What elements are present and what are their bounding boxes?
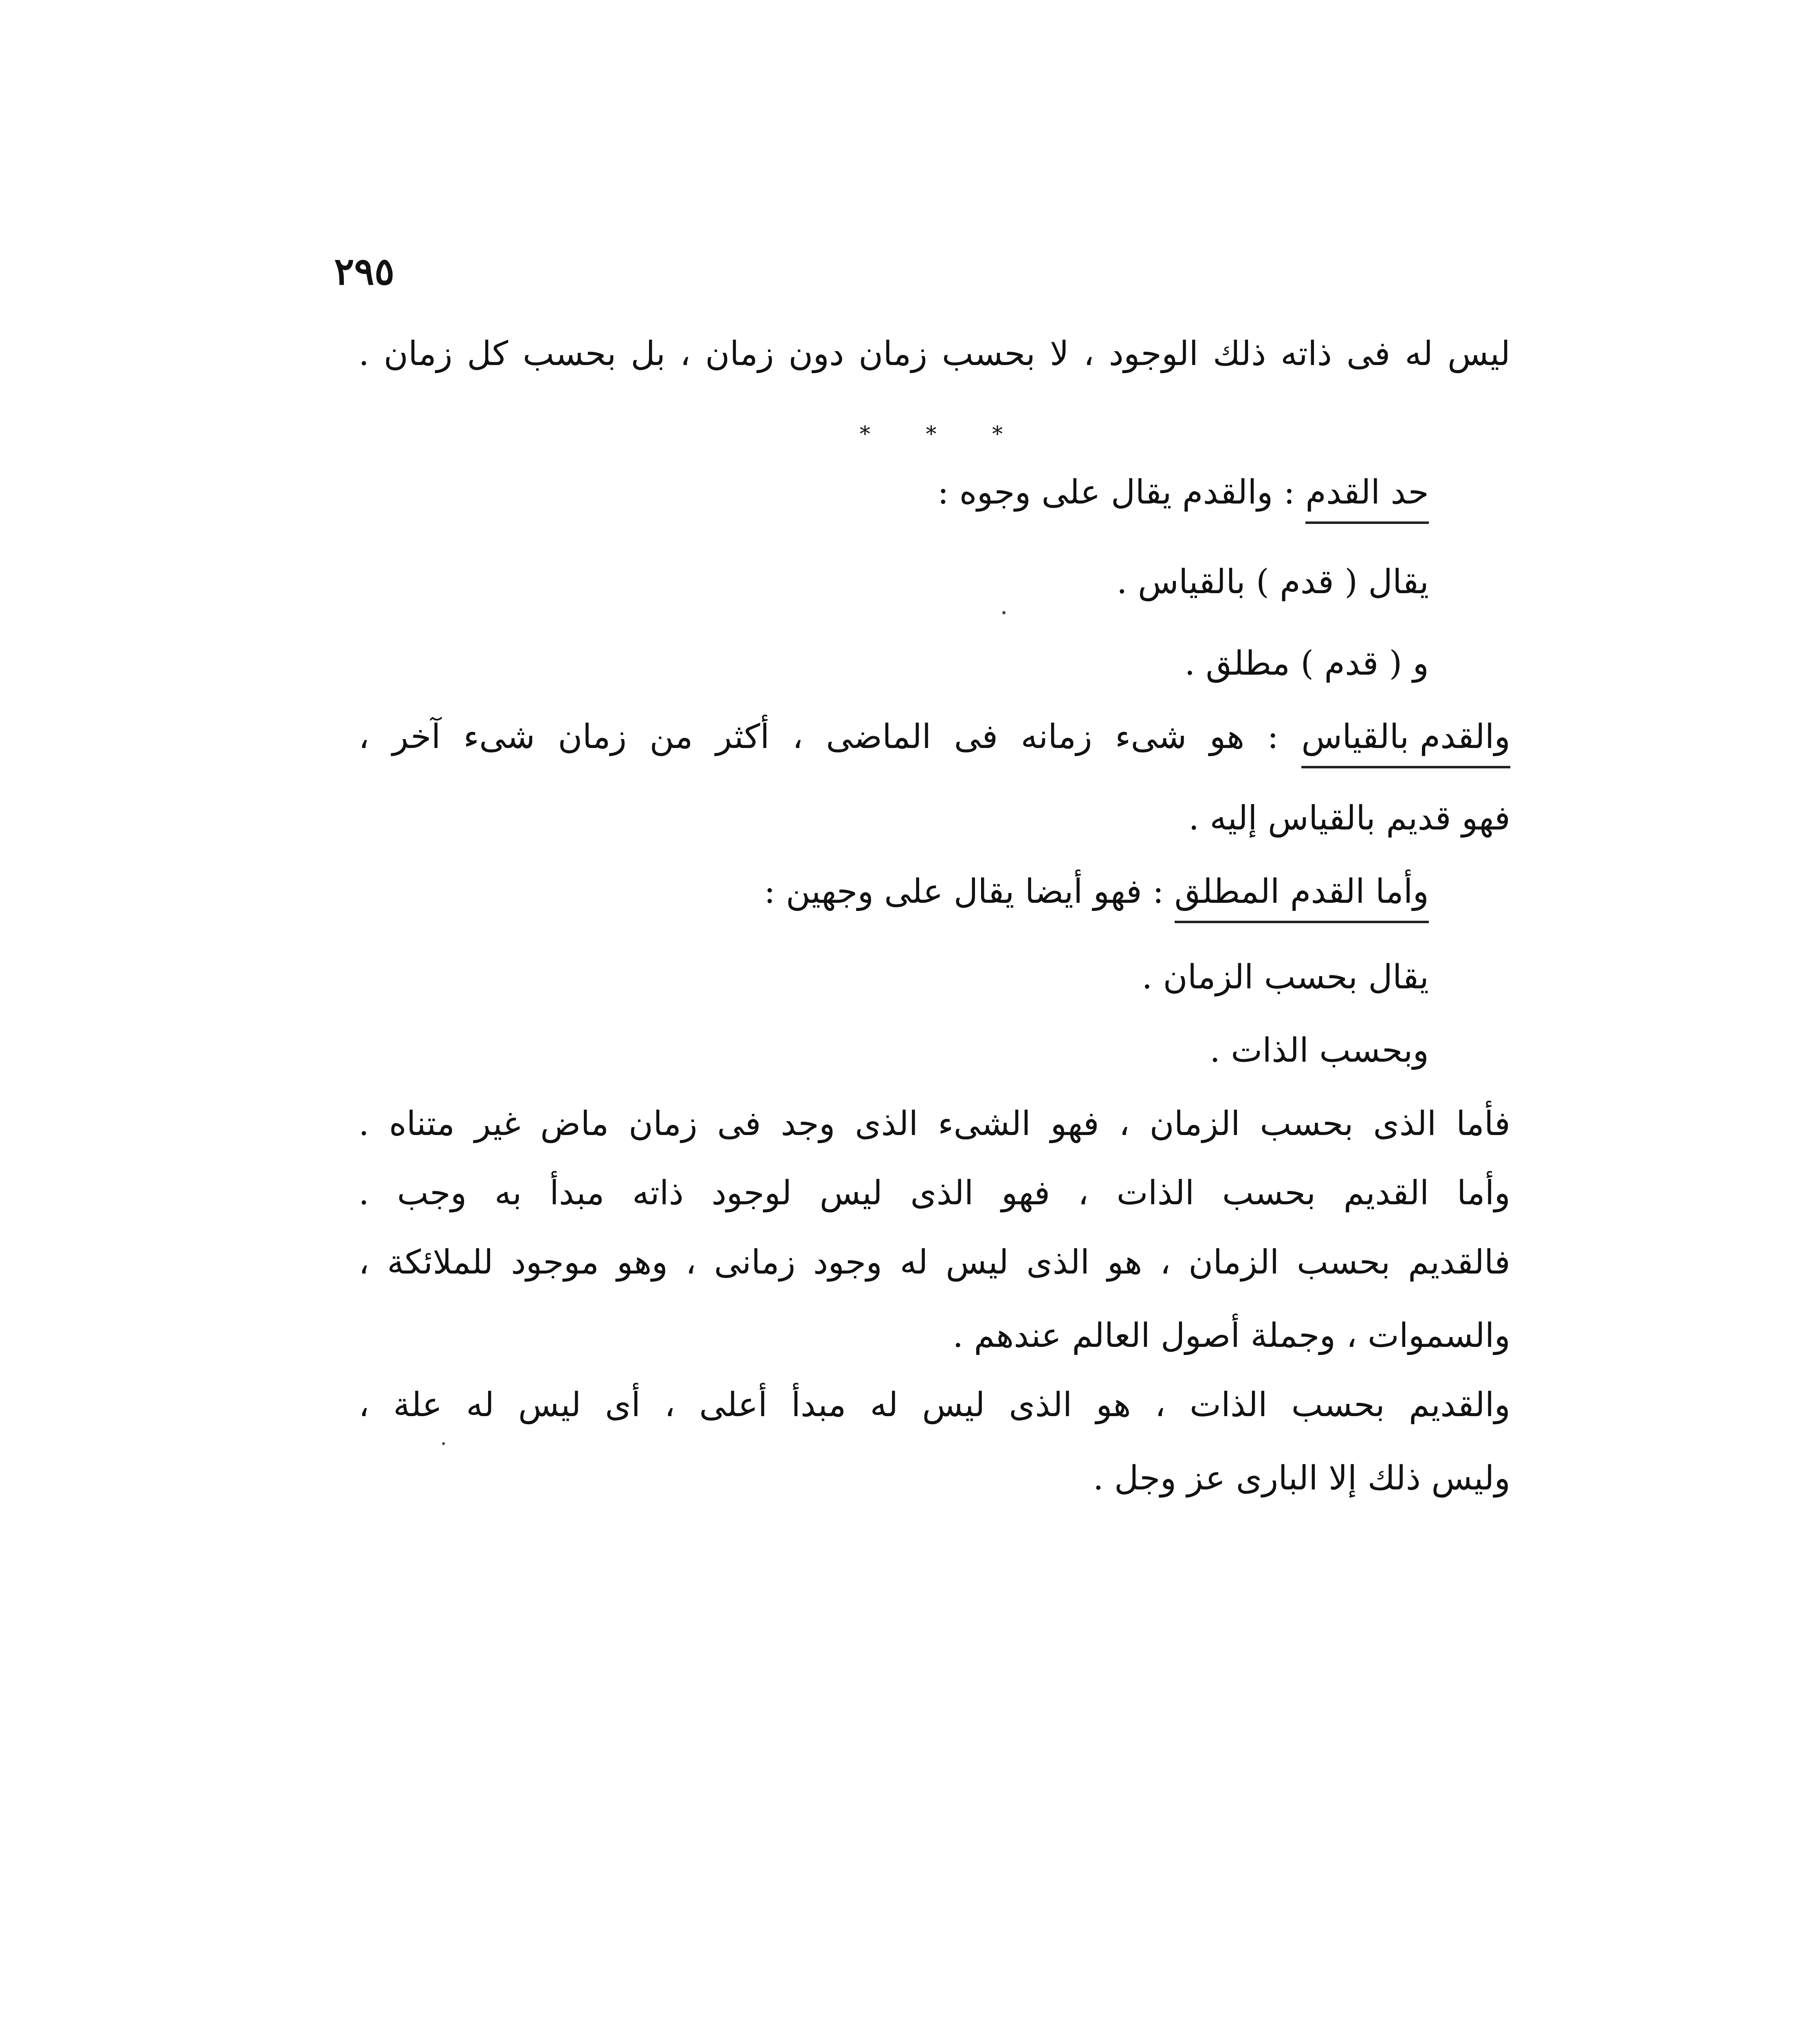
text-line-3: يقال ( قدم ) بالقياس . [1116,563,1429,601]
page-number: ٢٩٥ [334,249,395,293]
text-line-4: و ( قدم ) مطلق . [1184,644,1429,683]
underlined-term: حد القدم [1305,473,1429,524]
text-line-12: فالقديم بحسب الزمان ، هو الذى ليس له وجود زمانى ، وهو موجود للملائكة ، [359,1243,1510,1282]
text-line-13: والسموات ، وجملة أصول العالم عندهم . [953,1316,1510,1355]
text-line-14: والقديم بحسب الذات ، هو الذى ليس له مبدأ أعلى ، أى ليس له علة ، [359,1386,1510,1424]
underlined-term: والقدم بالقياس [1301,717,1510,768]
text-line-10: فأما الذى بحسب الزمان ، فهو الشىء الذى وجد فى زمان ماض غير متناه . [359,1104,1510,1143]
text-line-9: وبحسب الذات . [1209,1031,1429,1070]
text-line-8: يقال بحسب الزمان . [1142,958,1429,997]
text-line-7 [764,872,1429,923]
text-line-1: ليس له فى ذاته ذلك الوجود ، لا بحسب زمان دون زمان ، بل بحسب كل زمان . [359,334,1510,373]
text-line-6: فهو قديم بالقياس إليه . [1188,799,1510,838]
text-line-15: وليس ذلك إلا البارى عز وجل . [1093,1459,1510,1498]
scan-speck [442,1442,445,1445]
text-line-2-rest: : والقدم يقال على وجوه : [937,473,1306,512]
text-line-7-rest: : فهو أيضا يقال على وجهين : [764,872,1175,911]
text-line-2 [938,473,1429,524]
scan-speck [1002,611,1006,614]
text-line-5-rest: : هو شىء زمانه فى الماضى ، أكثر من زمان شىء آخر ، [359,717,1302,756]
section-separator: * * * [860,422,1028,447]
underlined-term: وأما القدم المطلق [1175,872,1429,923]
text-line-11: وأما القديم بحسب الذات ، فهو الذى ليس لوجود ذاته مبدأ به وجب . [359,1174,1510,1212]
text-line-5 [359,717,1510,768]
